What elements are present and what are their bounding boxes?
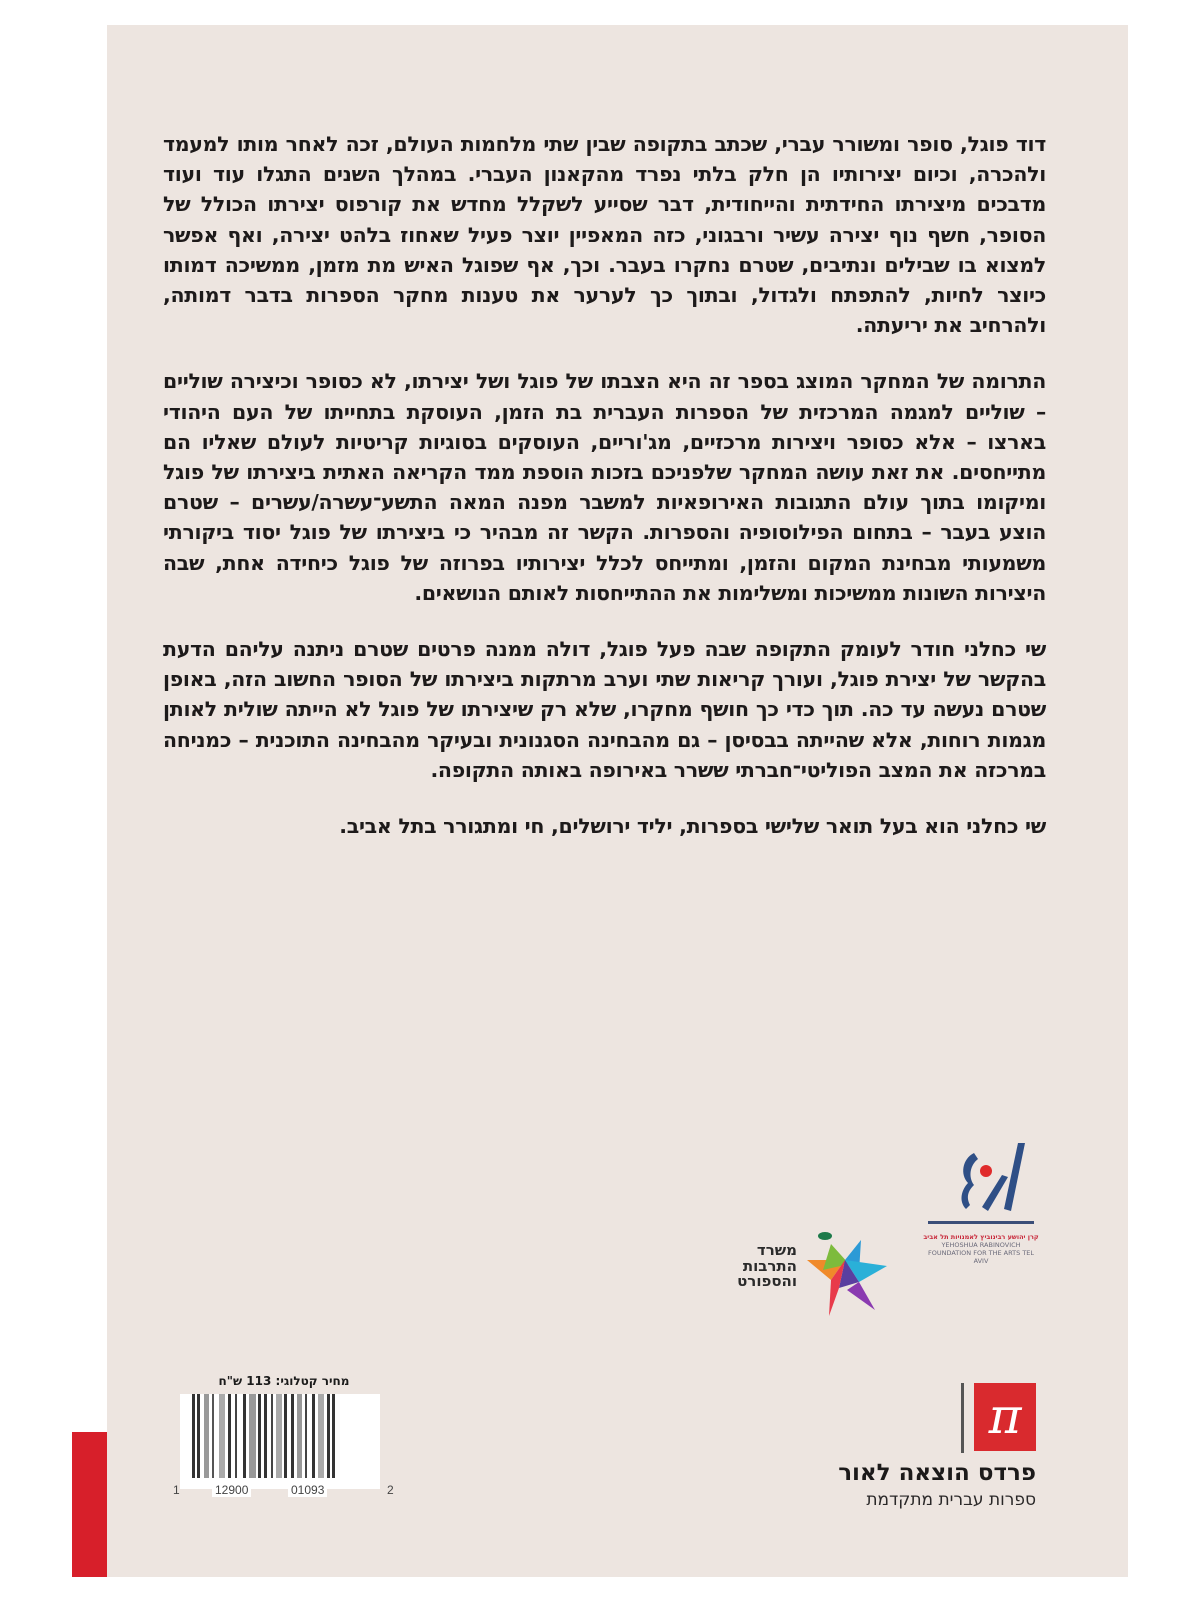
pi-icon: π [974, 1383, 1036, 1451]
arts-foundation-logo-icon [922, 1135, 1040, 1227]
arts-foundation-caption: קרן יהושע רבינוביץ לאמנויות תל אביב YEHOSHUA RABINOVICH FOUNDATION FOR THE ARTS TEL AVIV [923, 1233, 1039, 1265]
author-bio-text: הוא בעל תואר שלישי בספרות, יליד ירושלים, חי ומתגורר בתל אביב. [339, 814, 967, 839]
barcode-digits: 1 12900 01093 2 [173, 1483, 394, 1497]
spine-red-strip [72, 1432, 107, 1577]
publisher-tagline: ספרות עברית מתקדמת [866, 1490, 1036, 1510]
publisher-name: פרדס הוצאה לאור [838, 1460, 1036, 1486]
author-name: שי כחלני [966, 814, 1046, 839]
blurb-paragraph-3: שי כחלני חודר לעומק התקופה שבה פעל פוגל, דולה ממנה פרטים שטרם ניתנה עליהם הדעת בהקשר של יצירת פוגל, ועורך קריאות שתי וערב מרתקות ביצירתו של הסופר החשוב הזה, באופן שטרם נעשה עד כה. תוך כדי כך חושף מחקרו, שלא רק שיצירתו של פוגל לא הייתה שולית לאותן מגמות רוחות, אלא שהייתה בבסיסן – גם מהבחינה הסגנונית ובעיקר מהבחינה התוכנית – כמניחה במרכזה את המצב הפוליטי־חברתי ששרר באירופה באותה התקופה. [163, 637, 1046, 782]
ministry-name: משרד התרבות והספורט [737, 1241, 797, 1290]
barcode [173, 1394, 394, 1497]
barcode-block [173, 1372, 394, 1502]
book-back-cover [107, 25, 1128, 1577]
arts-foundation-logo [922, 1135, 1040, 1325]
star-logo-icon [799, 1230, 891, 1320]
blurb-text [163, 129, 1046, 867]
author-bio [163, 811, 1046, 841]
barcode-bars [192, 1394, 370, 1478]
blurb-paragraph-1: דוד פוגל, סופר ומשורר עברי, שכתב בתקופה שבין שתי מלחמות העולם, זכה לאחר מותו למעמד ולהכרה, וכיום יצירותיו הן חלק בלתי נפרד מהקאנון העברי. במהלך השנים התגלו עוד ועוד מדבכים מיצירתו החידתית והייחודית, דבר שסייע לשקלל מחדש את קורפוס יצירתו הכולל של הסופר, חשף נוף יצירה עשיר ורבגוני, כזה המאפיין יוצר פעיל שאחוז בלהט יצירה, ואף אפשר למצוא בו שבילים ונתיבים, שטרם נחקרו בעבר. וכך, אף שפוגל האיש מת מזמן, ממשיכה דמותו כיוצר לחיות, להתפתח ולגדול, ובתוך כך לערער את טענות מחקר הספרות בדבר דמותה, ולהרחיב את יריעתה. [163, 132, 1046, 338]
blurb-paragraph-2: התרומה של המחקר המוצג בספר זה היא הצבתו של פוגל ושל יצירתו, לא כסופר וכיצירה שוליים – שוליים למגמה המרכזית של הספרות העברית בת הזמן, העוסקת בתחייתו של העם היהודי בארצו – אלא כסופר ויצירות מרכזיים, מג'וריים, העוסקים בסוגיות קריטיות לעולם שאליו הם מתייחסים. את זאת עושה המחקר שלפניכם בזכות הוספת ממד הקריאה האתית ביצירתו של פוגל ומיקומו בתוך עולם התגובות האירופאיות למשבר מפנה המאה התשע־עשרה/עשרים – שטרם הוצע בעבר – בתחום הפילוסופיה והספרות. הקשר זה מבהיר כי ביצירתו של פוגל יסוד ביקורתי משמעותי מבחינת המקום והזמן, ומתייחס לכלל יצירותיו בפרוזה של פוגל כיחידה אחת, שבה היצירות השונות ממשיכות ומשלימות את ההתייחסות לאותם הנושאים. [163, 369, 1046, 605]
catalog-price: מחיר קטלוגי: 113 ש"ח [218, 1374, 350, 1388]
ministry-culture-logo [735, 1240, 895, 1320]
publisher-divider [961, 1383, 964, 1453]
